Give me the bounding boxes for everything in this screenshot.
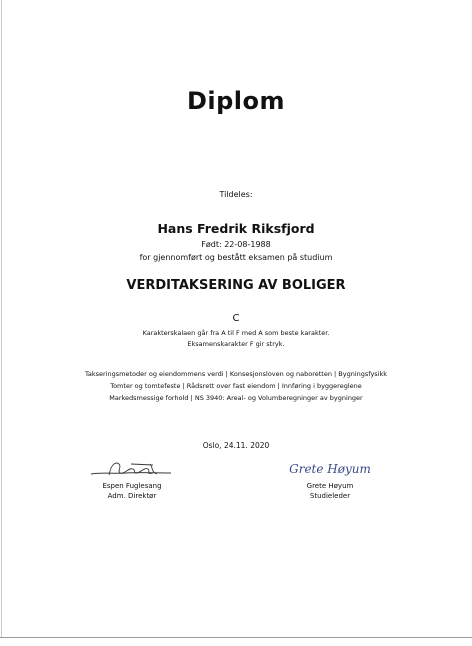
- study-leader-name: Grete Høyum: [306, 482, 354, 490]
- director-title: Adm. Direktør: [107, 492, 157, 500]
- signature-block-director: [72, 455, 192, 500]
- recipient-name: Hans Fredrik Riksfjord: [157, 221, 315, 236]
- fail-grade-note: Eksamenskarakter F gir stryk.: [187, 340, 285, 348]
- director-name: Espen Fuglesang: [102, 482, 162, 490]
- course-topics-line-3: Markedsmessige forhold | NS 3940: Areal- og Volumberegninger av bygninger: [109, 394, 363, 402]
- course-topics-line-2: Tomter og tomtefeste | Rådsrett over fast eiendom | Innføring i byggereglene: [110, 382, 362, 390]
- course-name: VERDITAKSERING AV BOLIGER: [126, 278, 346, 293]
- study-leader-title: Studieleder: [309, 492, 351, 500]
- handwritten-signature-director: [87, 455, 177, 481]
- svg-text:Grete Høyum: Grete Høyum: [289, 462, 371, 476]
- grade: C: [232, 313, 240, 324]
- birth-date: Født: 22-08-1988: [201, 240, 271, 249]
- diploma-title: Diplom: [186, 87, 286, 115]
- course-topics-line-1: Takseringsmetoder og eiendommens verdi | Konsesjonsloven og naboretten | Bygningsfysikk: [84, 370, 388, 378]
- page-bottom-edge: [0, 637, 472, 638]
- grading-scale-note: Karakterskalaen går fra A til F med A som beste karakter.: [142, 329, 330, 337]
- place-and-date: Oslo, 24.11. 2020: [202, 441, 270, 450]
- signature-block-study-leader: [280, 455, 380, 500]
- completion-statement: for gjennomført og bestått eksamen på studium: [139, 253, 333, 262]
- handwritten-signature-study-leader: [280, 455, 380, 481]
- awarded-label: Tildeles:: [219, 190, 253, 199]
